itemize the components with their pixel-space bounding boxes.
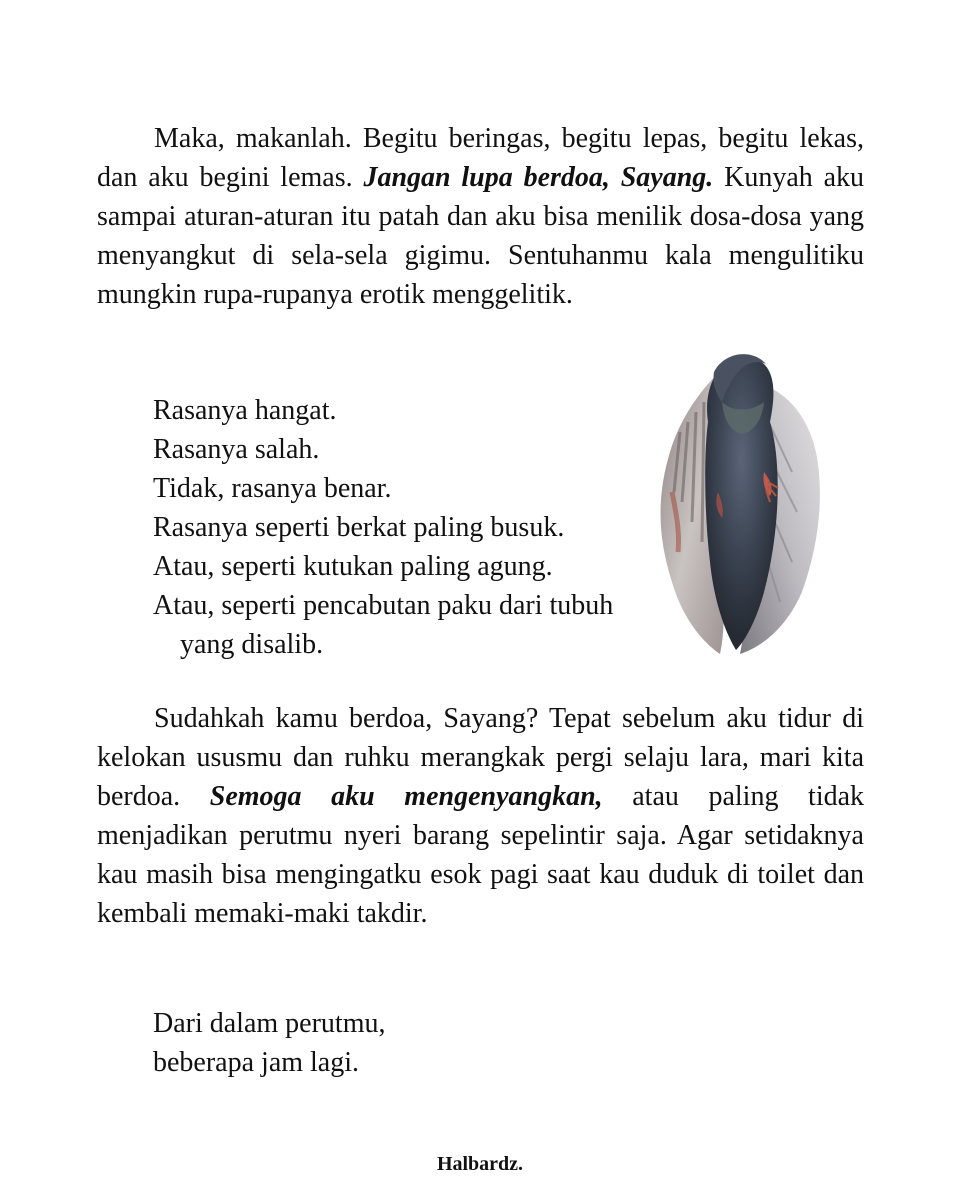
closing-lines xyxy=(153,1004,385,1082)
paragraph-2-lead: Sudahkah kamu berdoa, Sayang? Tepat sebelum aku tidur di kelokan ususmu dan ruhku merangkak pergi selaju lara, mari kita berdoa. xyxy=(97,703,864,812)
paragraph-1 xyxy=(97,119,864,314)
poem-line: Tidak, rasanya benar. xyxy=(153,473,392,504)
closing-line: beberapa jam lagi. xyxy=(153,1047,360,1078)
author-signature: Halbardz. xyxy=(436,1153,524,1175)
paragraph-1-lead: Maka, makanlah. Begitu beringas, begitu lepas, begitu lekas, dan aku begini lemas. xyxy=(97,123,864,193)
closing-line: Dari dalam perutmu, xyxy=(153,1008,386,1039)
poem-line: Rasanya salah. xyxy=(153,434,320,465)
paragraph-1-emphasis: Jangan lupa berdoa, Sayang. xyxy=(363,162,714,193)
paragraph-1-tail: Kunyah aku sampai aturan-aturan itu patah dan aku bisa menilik dosa-dosa yang menyangkut di sela-sela gigimu. Sentuhanmu kala mengulitiku mungkin rupa-rupanya erotik menggelitik. xyxy=(97,162,865,310)
paragraph-2 xyxy=(97,699,864,933)
poem-stanza xyxy=(153,391,663,664)
poem-line: yang disalib. xyxy=(180,629,324,660)
paragraph-2-emphasis: Semoga aku mengenyangkan, xyxy=(209,781,603,812)
poem-line: Rasanya hangat. xyxy=(153,395,337,426)
pigeon-illustration xyxy=(652,342,824,660)
paragraph-2-tail: atau paling tidak menjadikan perutmu nyeri barang sepelintir saja. Agar setidaknya kau masih bisa mengingatku esok pagi saat kau duduk di toilet dan kembali memaki-maki takdir. xyxy=(97,781,865,929)
poem-line: Atau, seperti kutukan paling agung. xyxy=(153,551,553,582)
poem-line: Atau, seperti pencabutan paku dari tubuh xyxy=(153,590,614,621)
poem-line: Rasanya seperti berkat paling busuk. xyxy=(153,512,565,543)
